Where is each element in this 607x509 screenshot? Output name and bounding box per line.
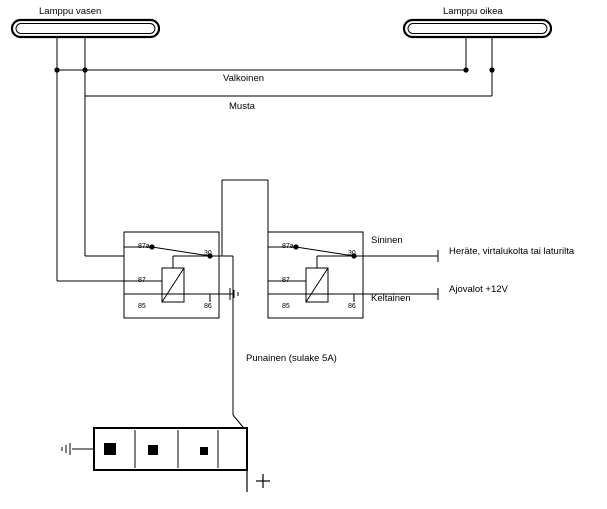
wire-valkoinen bbox=[57, 70, 466, 281]
relay-right-pin-86: 86 bbox=[348, 303, 356, 310]
plus-symbol bbox=[247, 470, 270, 492]
relay-right-pin-85: 85 bbox=[282, 303, 290, 310]
label-lamp-right: Lamppu oikea bbox=[443, 6, 503, 17]
lamp-left-shape bbox=[12, 20, 159, 37]
label-excitation: Heräte, virtalukolta tai laturilta bbox=[449, 246, 575, 257]
ground-symbol-relay bbox=[219, 288, 238, 300]
battery-box bbox=[94, 428, 247, 470]
relay-right-pin-30: 30 bbox=[348, 250, 356, 257]
ground-symbol-battery bbox=[62, 443, 94, 455]
lamp-right-leads bbox=[466, 37, 492, 70]
label-wire-musta: Musta bbox=[229, 101, 255, 112]
wire-musta bbox=[85, 70, 492, 256]
lamp-right-shape bbox=[404, 20, 551, 37]
label-wire-valkoinen: Valkoinen bbox=[223, 73, 265, 84]
label-lamp-left: Lamppu vasen bbox=[39, 6, 102, 17]
label-headlights: Ajovalot +12V bbox=[449, 284, 508, 295]
relay-right-pin-87a: 87a bbox=[282, 243, 294, 250]
relay-left-pin-87: 87 bbox=[138, 277, 146, 284]
label-wire-punainen: Punainen (sulake 5A) bbox=[246, 353, 337, 364]
relay-left-pin-85: 85 bbox=[138, 303, 146, 310]
relay-left-pin-87a: 87a bbox=[138, 243, 150, 250]
lamp-left-leads bbox=[57, 37, 85, 70]
label-wire-sininen: Sininen bbox=[371, 235, 403, 246]
relay-left-pin-86: 86 bbox=[204, 303, 212, 310]
relay-left-pin-30: 30 bbox=[204, 250, 212, 257]
relay-right-pin-87: 87 bbox=[282, 277, 290, 284]
label-wire-keltainen: Keltainen bbox=[371, 293, 411, 304]
